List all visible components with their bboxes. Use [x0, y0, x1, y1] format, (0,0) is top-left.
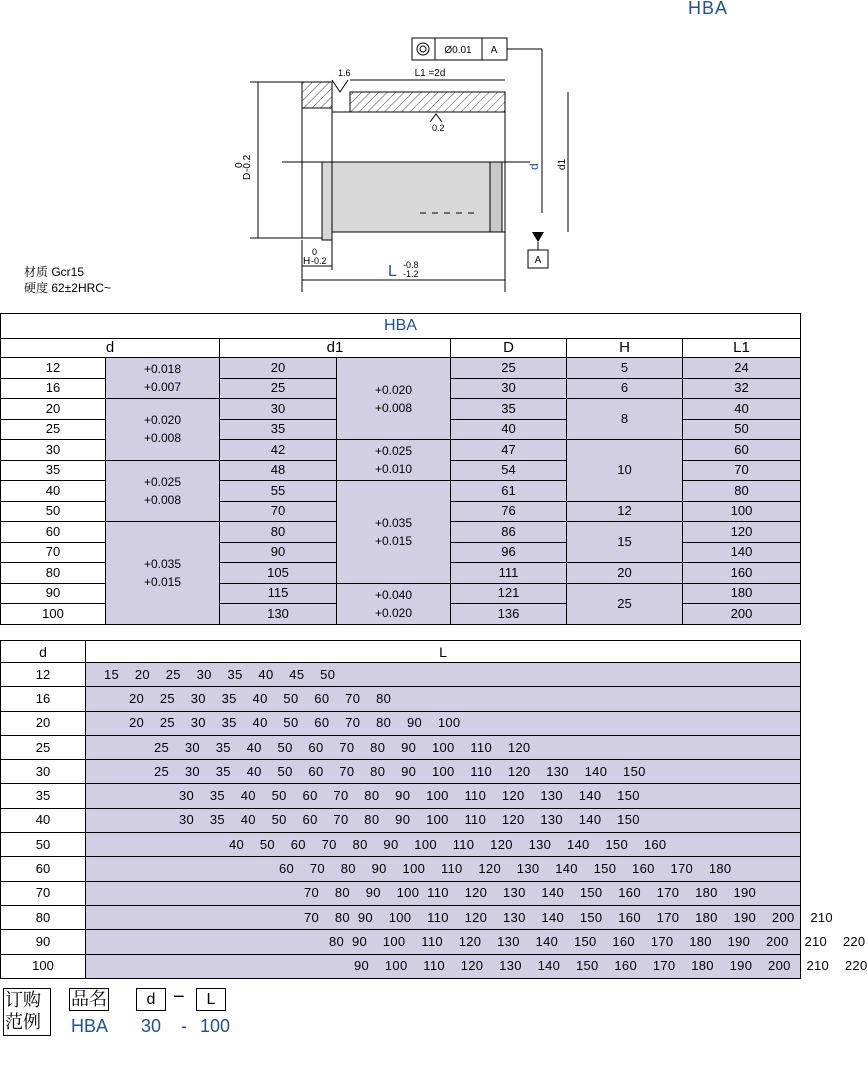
table-row: 35 +0.025 +0.008 48 54 70: [1, 460, 801, 481]
part-name-label: 品名: [71, 989, 107, 1009]
header-L1: L1: [683, 339, 801, 358]
svg-text:L: L: [388, 263, 397, 280]
table-row: 80 105 111 20 160: [1, 563, 801, 584]
spec-title: HBA: [1, 314, 801, 339]
length-table: [0, 640, 867, 979]
table-row: 20 +0.020 +0.008 30 35 8 40: [1, 399, 801, 420]
table-row: [1, 954, 801, 978]
length-values: 20 25 30 35 40 50 60 70 80 90 100: [86, 711, 801, 735]
svg-text:H: H: [303, 256, 311, 267]
table-row: [1, 663, 801, 687]
length-d: 70: [1, 881, 86, 905]
table-row: [1, 808, 801, 832]
example-code: HBA: [71, 1016, 109, 1036]
table-row: 60 +0.035 +0.015 80 86 15 120: [1, 522, 801, 543]
header-L: L: [86, 641, 801, 663]
material-info: [24, 264, 111, 296]
length-values: 60 70 80 90 100 110 120 130 140 150 160 170 180: [86, 857, 801, 881]
svg-text:A: A: [490, 45, 498, 56]
table-row: 100 130 136 200: [1, 604, 801, 625]
svg-text:d1: d1: [557, 158, 568, 170]
length-d: 30: [1, 760, 86, 784]
header-H: H: [567, 339, 683, 358]
svg-text:d: d: [527, 163, 541, 170]
part-dash: −: [173, 986, 185, 1008]
order-label: 订购 范例: [3, 988, 51, 1036]
svg-text:-1.2: -1.2: [403, 269, 419, 279]
table-row: [1, 833, 801, 857]
length-d: 40: [1, 808, 86, 832]
length-values: 80 90 100 110 120 130 140 150 160 170 180 190 200 210 220: [86, 930, 801, 954]
length-values: 30 35 40 50 60 70 80 90 100 110 120 130 140 150: [86, 808, 801, 832]
svg-text:A: A: [534, 255, 542, 266]
svg-text:L1 =2d: L1 =2d: [414, 68, 446, 79]
sleeve-lower: [330, 162, 500, 232]
technical-drawing: [220, 30, 600, 295]
svg-text:0: 0: [234, 162, 245, 168]
table-row: 25 35 40 50: [1, 419, 801, 440]
table-row: 16 25 30 6 32: [1, 378, 801, 399]
example-L: 100: [200, 1016, 231, 1036]
table-row: 30 42 +0.025 +0.010 47 10 60: [1, 440, 801, 461]
length-values: 15 20 25 30 35 40 45 50: [86, 663, 801, 687]
length-d: 12: [1, 663, 86, 687]
table-row: 70 90 96 140: [1, 542, 801, 563]
table-row: 90 115 +0.040 +0.020 121 25 180: [1, 583, 801, 604]
length-values: 20 25 30 35 40 50 60 70 80: [86, 687, 801, 711]
part-d-box: d: [136, 988, 166, 1011]
table-row: 50 70 76 12 100: [1, 501, 801, 522]
product-code: HBA: [688, 0, 729, 18]
sleeve-wall: [350, 92, 505, 112]
example-sep: -: [181, 1016, 187, 1036]
header-d: d: [1, 641, 86, 663]
length-d: 25: [1, 735, 86, 759]
table-row: [1, 784, 801, 808]
flange-top: [302, 82, 332, 108]
length-d: 80: [1, 905, 86, 929]
table-row: [1, 687, 801, 711]
header-D: D: [451, 339, 567, 358]
length-values: 30 35 40 50 60 70 80 90 100 110 120 130 140 150: [86, 784, 801, 808]
length-d: 60: [1, 857, 86, 881]
example-d: 30: [141, 1016, 162, 1036]
length-d: 50: [1, 833, 86, 857]
svg-text:-0.2: -0.2: [242, 154, 253, 172]
length-values: 25 30 35 40 50 60 70 80 90 100 110 120: [86, 735, 801, 759]
svg-text:D: D: [242, 172, 253, 180]
length-d: 35: [1, 784, 86, 808]
table-row: 40 55 +0.035 +0.015 61 80: [1, 481, 801, 502]
table-row: [1, 711, 801, 735]
header-d1: d1: [220, 339, 451, 358]
length-d: 16: [1, 687, 86, 711]
part-L-box: L: [196, 988, 226, 1011]
length-values: 70 80 90 100 110 120 130 140 150 160 170 180 190 200 210: [86, 905, 801, 929]
header-d: d: [1, 339, 220, 358]
table-row: [1, 881, 801, 905]
length-values: 70 80 90 100 110 120 130 140 150 160 170 180 190: [86, 881, 801, 905]
table-row: [1, 930, 801, 954]
length-d: 100: [1, 954, 86, 978]
table-row: [1, 760, 801, 784]
table-row: [1, 905, 801, 929]
svg-text:1.6: 1.6: [338, 68, 351, 78]
svg-text:-0.8: -0.8: [403, 260, 419, 270]
svg-text:-0.2: -0.2: [311, 256, 327, 266]
svg-text:0: 0: [312, 247, 318, 257]
length-values: 40 50 60 70 80 90 100 110 120 130 140 150 160: [86, 833, 801, 857]
length-values: 90 100 110 120 130 140 150 160 170 180 190 200 210 220: [86, 954, 801, 978]
table-row: [1, 735, 801, 759]
table-row: 12 +0.018 +0.007 20 +0.020 +0.008 25 5 24: [1, 358, 801, 379]
svg-text:Ø0.01: Ø0.01: [444, 45, 472, 56]
table-row: [1, 857, 801, 881]
svg-text:0.2: 0.2: [432, 123, 445, 133]
length-values: 25 30 35 40 50 60 70 80 90 100 110 120 130 140 150: [86, 760, 801, 784]
length-d: 20: [1, 711, 86, 735]
length-d: 90: [1, 930, 86, 954]
spec-table: [0, 313, 801, 625]
material-line: 材质 Gcr15: [24, 265, 85, 279]
hardness-line: 硬度 62±2HRC~: [24, 281, 111, 295]
